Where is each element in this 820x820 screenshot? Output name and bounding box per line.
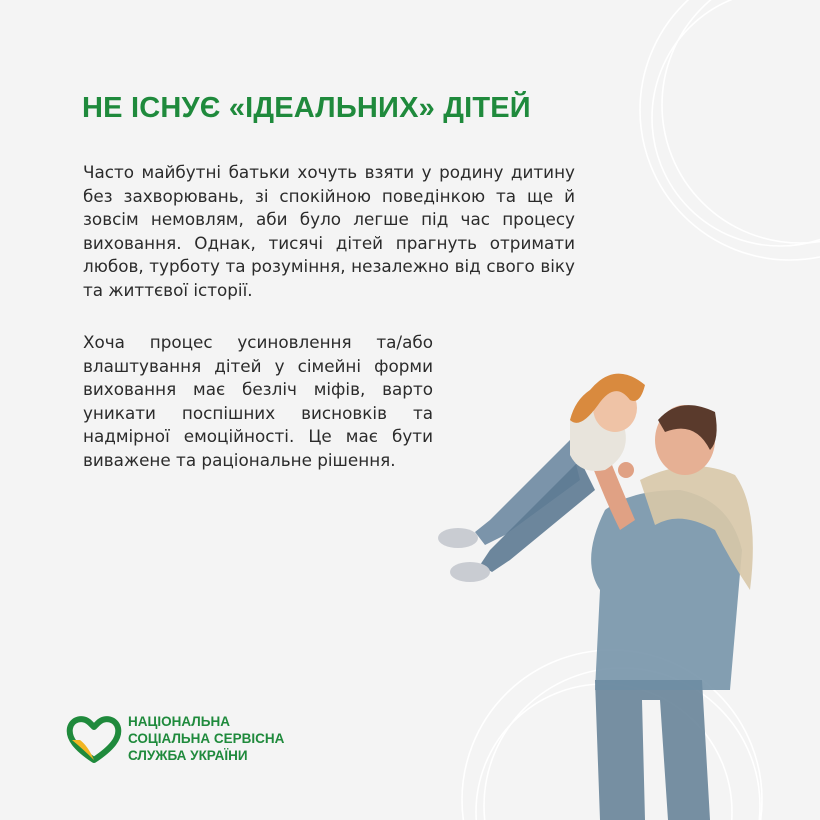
father-child-illustration <box>430 360 820 820</box>
heart-hands-icon <box>66 714 122 764</box>
page-title: НЕ ІСНУЄ «ІДЕАЛЬНИХ» ДІТЕЙ <box>82 92 531 124</box>
nsssu-logo <box>66 713 284 764</box>
logo-line-2: СОЦІАЛЬНА СЕРВІСНА <box>128 731 285 746</box>
logo-line-3: СЛУЖБА УКРАЇНИ <box>128 748 248 763</box>
paragraph-1: Часто майбутні батьки хочуть взяти у родину дитину без захворювань, зі спокійною поведінкою та ще й зовсім немовлям, аби було легше під час процесу виховання. Однак, тисячі дітей прагнуть отримати любов, турботу та розуміння, незалежно від свого віку та життєвої історії. <box>83 162 575 300</box>
paragraph-2: Хоча процес усиновлення та/або влаштування дітей у сімейні форми виховання має безліч міфів, варто уникати поспішних висновків та надмірної емоційності. Це має бути виважене та раціональне рішення. <box>83 332 433 470</box>
logo-text <box>128 713 284 764</box>
logo-line-1: НАЦІОНАЛЬНА <box>128 714 230 729</box>
